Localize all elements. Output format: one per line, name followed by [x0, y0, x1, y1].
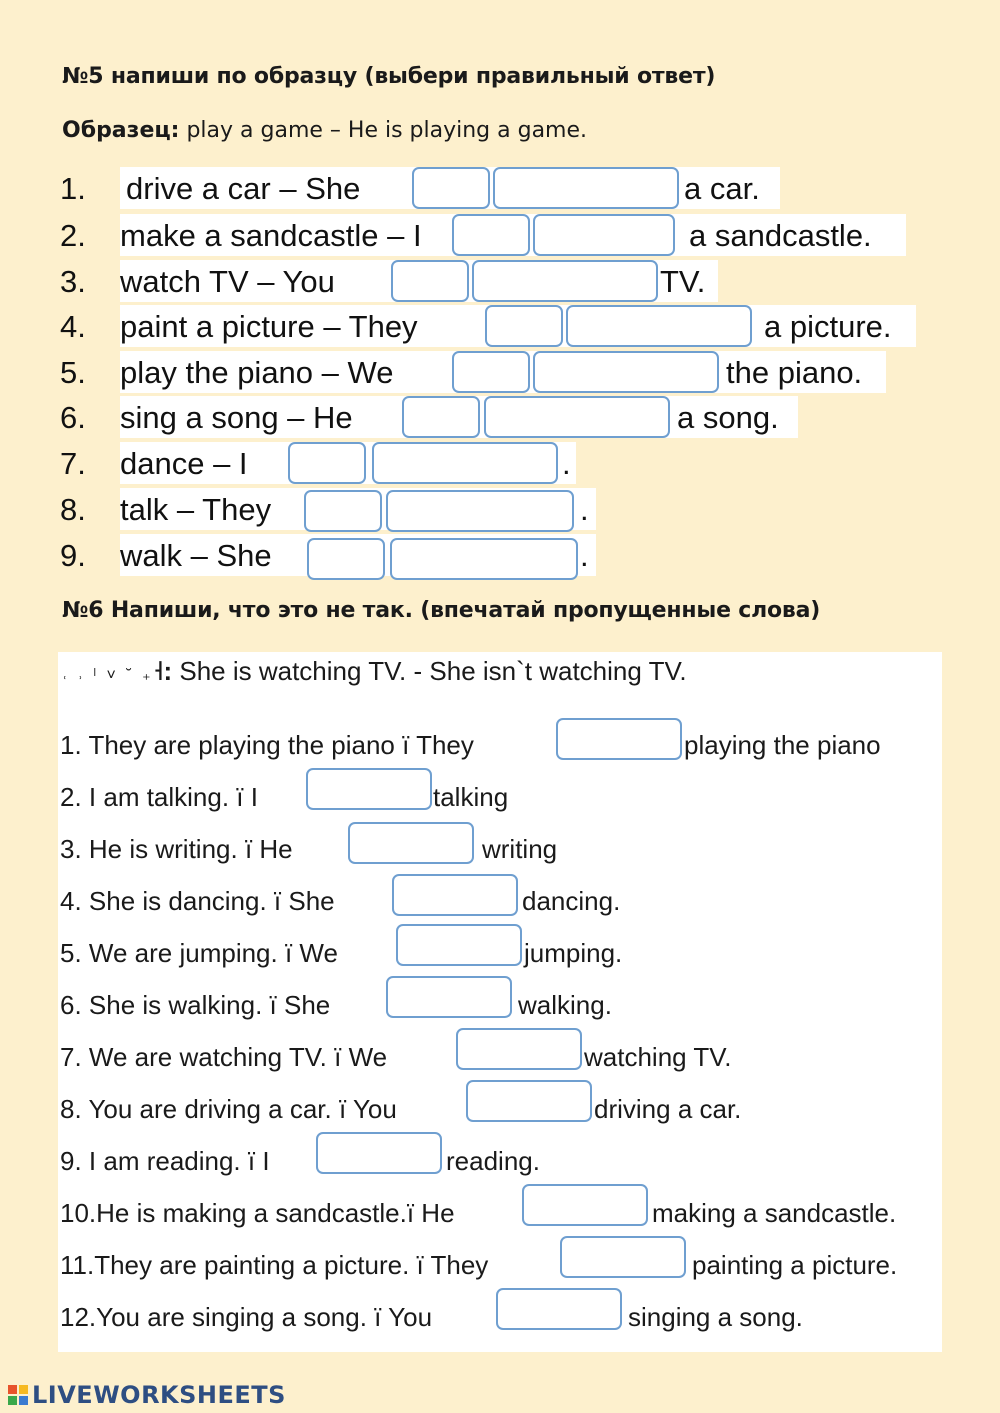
logo-square — [19, 1396, 28, 1405]
answer-box[interactable] — [306, 768, 432, 810]
item-prompt: 11.They are painting a picture. ï They — [60, 1250, 489, 1280]
item-prompt: 1. They are playing the piano ï They — [60, 730, 474, 760]
answer-box-ing[interactable] — [484, 396, 670, 438]
answer-box[interactable] — [560, 1236, 686, 1278]
answer-box[interactable] — [556, 718, 682, 760]
ex6-row — [58, 722, 942, 766]
ex6-row — [58, 1190, 942, 1234]
item-prompt: talk – They — [120, 492, 272, 527]
item-prompt: 2. I am talking. ï I — [60, 782, 258, 812]
item-number: 7. — [60, 446, 86, 481]
answer-box-verb[interactable] — [412, 167, 490, 209]
ex5-row — [0, 442, 1000, 486]
item-prompt: watch TV – You — [120, 264, 335, 299]
item-tail: dancing. — [522, 886, 621, 916]
item-tail: a sandcastle. — [689, 218, 872, 253]
item-tail: making a sandcastle. — [652, 1198, 897, 1228]
answer-box-verb[interactable] — [402, 396, 480, 438]
answer-box-ing[interactable] — [390, 538, 578, 580]
ex5-row — [0, 214, 1000, 258]
ex5-row — [0, 396, 1000, 440]
item-tail: writing — [482, 834, 558, 864]
liveworksheets-logo — [8, 1380, 286, 1410]
item-tail: a song. — [677, 400, 779, 435]
ex6-row — [58, 774, 942, 818]
answer-box-verb[interactable] — [391, 260, 469, 302]
item-prompt: drive a car – She — [126, 171, 361, 206]
item-prompt: 5. We are jumping. ï We — [60, 938, 338, 968]
ex6-row — [58, 1086, 942, 1130]
answer-box[interactable] — [348, 822, 474, 864]
ex6-row — [58, 878, 942, 922]
item-tail: jumping. — [524, 938, 623, 968]
item-prompt: make a sandcastle – I — [120, 218, 422, 253]
exercise-5-sample — [62, 118, 587, 143]
sample-label: Образец: — [62, 118, 180, 143]
answer-box-verb[interactable] — [485, 305, 563, 347]
item-tail: . — [562, 446, 571, 481]
ex6-row — [58, 826, 942, 870]
item-tail: . — [580, 538, 589, 573]
item-tail: painting a picture. — [692, 1250, 898, 1280]
item-prompt: 6. She is walking. ï She — [60, 990, 331, 1020]
ex5-row — [0, 260, 1000, 304]
answer-box[interactable] — [456, 1028, 582, 1070]
item-number: 1. — [60, 171, 86, 206]
item-tail: a picture. — [764, 309, 892, 344]
item-tail: driving a car. — [594, 1094, 742, 1124]
answer-box-ing[interactable] — [472, 260, 658, 302]
ex5-row — [0, 534, 1000, 578]
item-prompt: dance – I — [120, 446, 248, 481]
logo-mark-icon — [8, 1385, 28, 1405]
answer-box[interactable] — [396, 924, 522, 966]
exercise-6-panel — [58, 652, 942, 1352]
answer-box[interactable] — [496, 1288, 622, 1330]
item-tail: singing a song. — [628, 1302, 803, 1332]
answer-box-verb[interactable] — [304, 490, 382, 532]
item-prompt: 7. We are watching TV. ï We — [60, 1042, 388, 1072]
answer-box-verb[interactable] — [307, 538, 385, 580]
item-prompt: walk – She — [120, 538, 272, 573]
item-tail: walking. — [518, 990, 612, 1020]
answer-box[interactable] — [392, 874, 518, 916]
ex6-row — [58, 1138, 942, 1182]
item-number: 4. — [60, 309, 86, 344]
ex5-row — [0, 167, 1000, 211]
ex6-row — [58, 982, 942, 1026]
item-prompt: sing a song – He — [120, 400, 353, 435]
exercise-6-heading: №6 Напиши, что это не так. (впечатай пропущенные слова) — [62, 598, 821, 623]
item-prompt: 4. She is dancing. ï She — [60, 886, 335, 916]
sample-label-colon: ˧: — [153, 656, 173, 686]
item-tail: . — [580, 492, 589, 527]
ex6-row — [58, 930, 942, 974]
logo-square — [8, 1385, 17, 1394]
ex5-row — [0, 488, 1000, 532]
answer-box-verb[interactable] — [452, 214, 530, 256]
item-number: 3. — [60, 264, 86, 299]
answer-box[interactable] — [466, 1080, 592, 1122]
answer-box[interactable] — [386, 976, 512, 1018]
answer-box-ing[interactable] — [566, 305, 752, 347]
item-number: 2. — [60, 218, 86, 253]
answer-box-ing[interactable] — [372, 442, 558, 484]
answer-box-ing[interactable] — [386, 490, 574, 532]
item-prompt: play the piano – We — [120, 355, 394, 390]
item-tail: playing the piano — [684, 730, 881, 760]
sample-text: play a game – He is playing a game. — [179, 118, 588, 143]
item-prompt: 12.You are singing a song. ï You — [60, 1302, 433, 1332]
item-tail: reading. — [446, 1146, 540, 1176]
answer-box-verb[interactable] — [452, 351, 530, 393]
item-tail: TV. — [660, 264, 706, 299]
item-tail: talking — [433, 782, 509, 812]
ex5-row — [0, 351, 1000, 395]
ex6-row — [58, 1242, 942, 1286]
item-prompt: 9. I am reading. ï I — [60, 1146, 270, 1176]
item-prompt: 10.He is making a sandcastle.ï He — [60, 1198, 455, 1228]
logo-text: LIVEWORKSHEETS — [32, 1381, 286, 1409]
item-tail: a car. — [684, 171, 760, 206]
item-prompt: paint a picture – They — [120, 309, 418, 344]
ex6-row — [58, 1034, 942, 1078]
item-prompt: 8. You are driving a car. ï You — [60, 1094, 397, 1124]
answer-box-verb[interactable] — [288, 442, 366, 484]
sample-text: She is watching TV. - She isn`t watching TV. — [172, 656, 687, 686]
answer-box-ing[interactable] — [533, 214, 675, 256]
item-number: 5. — [60, 355, 86, 390]
item-tail: the piano. — [726, 355, 863, 390]
item-prompt: 3. He is writing. ï He — [60, 834, 293, 864]
item-tail: watching TV. — [584, 1042, 732, 1072]
sample-label-garbled: ˓ ˒ ˡ ˅ ˘ ₊ — [62, 667, 154, 684]
item-number: 8. — [60, 492, 86, 527]
logo-square — [19, 1385, 28, 1394]
answer-box-ing[interactable] — [493, 167, 679, 209]
item-number: 9. — [60, 538, 86, 573]
ex5-row — [0, 305, 1000, 349]
answer-box-ing[interactable] — [533, 351, 719, 393]
answer-box[interactable] — [316, 1132, 442, 1174]
answer-box[interactable] — [522, 1184, 648, 1226]
item-number: 6. — [60, 400, 86, 435]
exercise-6-sample — [62, 656, 687, 687]
logo-square — [8, 1396, 17, 1405]
ex6-row — [58, 1294, 942, 1338]
exercise-5-heading: №5 напиши по образцу (выбери правильный ответ) — [62, 64, 716, 89]
